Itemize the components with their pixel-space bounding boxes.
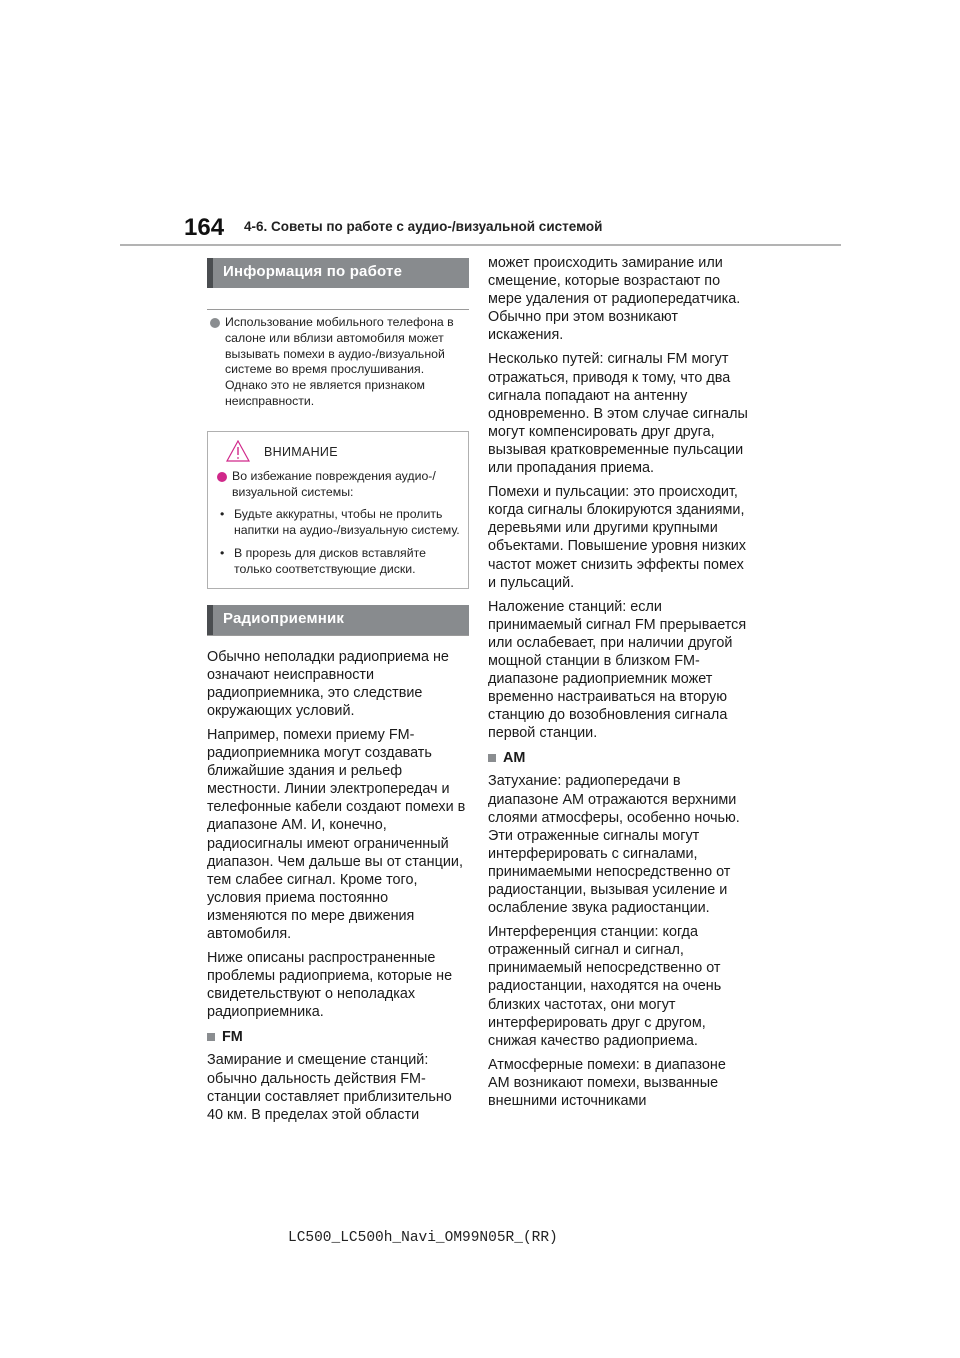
caution-dot-icon xyxy=(217,472,227,482)
fm-heading xyxy=(207,1028,469,1046)
header-divider xyxy=(120,244,841,246)
section-header-radio xyxy=(207,605,469,635)
body-paragraph: Замирание и смещение станций: обычно дальность действия FM-станции составляет приблизительно 40 км. В пределах этой области xyxy=(207,1052,452,1123)
body-paragraph: Обычно неполадки радиоприема не означают неисправности радиоприемника, это следствие окружающих условий. xyxy=(207,648,449,719)
body-paragraph: Ниже описаны распространенные проблемы радиоприема, которые не свидетельствуют о неполадках радиоприемника. xyxy=(207,950,453,1021)
body-paragraph: Наложение станций: если принимаемый сигнал FM прерывается или ослабевает, при наличии другой мощной станции в близком FM-диапазоне радиоприемник может временно настраиваться на вторую станцию до возобновления сигнала первой станции. xyxy=(488,598,747,742)
square-bullet-icon xyxy=(488,754,496,762)
bullet-dot-icon xyxy=(210,318,220,328)
caution-title: ВНИМАНИЕ xyxy=(264,444,338,459)
section-header-operation-info xyxy=(207,258,469,288)
warning-triangle-icon xyxy=(226,440,250,462)
section-divider xyxy=(207,309,469,310)
body-paragraph: Затухание: радиопередачи в диапазоне AM отражаются верхними слоями атмосферы, особенно ночью. Эти отраженные сигналы могут интерферировать с сигналами, принимаемыми непосредственно от радиостанции, вызывая усиление и ослабление звука радиостанции. xyxy=(488,773,740,917)
chapter-title: 4-6. Советы по работе с аудио-/визуальной системой xyxy=(244,219,603,234)
left-column xyxy=(207,258,469,1124)
section-divider xyxy=(207,635,469,636)
am-heading-text: AM xyxy=(503,750,526,767)
caution-item xyxy=(214,507,460,539)
square-bullet-icon xyxy=(207,1033,215,1041)
section-title: Информация по работе xyxy=(223,263,403,280)
caution-box xyxy=(207,431,469,589)
body-paragraph: Интерференция станции: когда отраженный сигнал и сигнал, принимаемый непосредственно от радиостанции, находятся на очень близких частотах, они могут интерферировать друг с другом, снижая качество радиоприема. xyxy=(488,924,722,1049)
right-column xyxy=(488,254,750,1110)
caution-item-text: Будьте аккуратны, чтобы не пролить напитки на аудио-/визуальную систему. xyxy=(234,507,460,538)
info-bullet-text: Использование мобильного телефона в салоне или вблизи автомобиля может вызывать помехи в аудио-/визуальной системе во время прослушивания. Однако это не является признаком неисправности. xyxy=(225,315,454,408)
section-title: Радиоприемник xyxy=(223,609,345,627)
caution-bullet-text: Во избежание повреждения аудио-/визуальной системы: xyxy=(232,468,436,499)
caution-header xyxy=(214,440,460,466)
body-paragraph: Например, помехи приему FM-радиоприемника могут создавать ближайшие здания и рельеф местности. Линии электропередач и телефонные кабели создают помехи в диапазоне AM. И, конечно, радиосигналы имеют ограниченный диапазон. Чем дальше вы от станции, тем слабее сигнал. Кроме того, условия приема постоянно изменяются по мере движения автомобиля. xyxy=(207,726,466,942)
caution-item xyxy=(214,546,460,578)
page-number: 164 xyxy=(184,214,225,241)
caution-item-text: В прорезь для дисков вставляйте только соответствующие диски. xyxy=(234,545,426,576)
am-heading xyxy=(488,749,750,767)
body-paragraph: Помехи и пульсации: это происходит, когда сигналы блокируются зданиями, деревьями или другими крупными объектами. Повышение уровня низких частот может снизить эффекты помех и пульсаций. xyxy=(488,484,746,591)
body-paragraph: Несколько путей: сигналы FM могут отражаться, приводя к тому, что два сигнала попадают на антенну одновременно. В этом случае сигналы могут компенсировать друг друга, вызывая кратковременные пульсации или пропадания приема. xyxy=(488,351,748,477)
footer-doc-id: LC500_LC500h_Navi_OM99N05R_(RR) xyxy=(288,1230,558,1246)
info-bullet xyxy=(207,315,469,410)
caution-bullet xyxy=(214,469,460,501)
body-paragraph: может происходить замирание или смещение, которые возрастают по мере удаления от радиопередатчика. Обычно при этом возникают искажения. xyxy=(488,255,741,344)
fm-heading-text: FM xyxy=(222,1029,243,1046)
body-paragraph: Атмосферные помехи: в диапазоне AM возникают помехи, вызванные внешними источниками xyxy=(488,1056,726,1110)
